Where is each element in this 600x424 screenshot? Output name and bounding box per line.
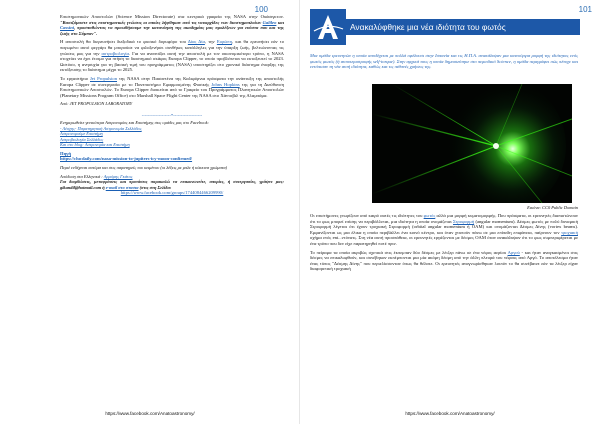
johns-hopkins-link[interactable]: Johns Hopkins [211, 81, 240, 87]
footer-url-right[interactable]: https://www.facebook.com/Anatoastronomy/ [405, 411, 495, 416]
paragraph [60, 39, 284, 73]
galileo-link[interactable]: Galileo [262, 19, 277, 25]
email-link[interactable]: e-mail στο στασια [105, 184, 139, 190]
quote-text: , προσπαθώντας να προωθήσουμε την κατανόηση της ακαδημίας μας προλέξεων για ευύστα που και της ζωής στο Σύμπαν". [60, 25, 284, 36]
text: . Για να αναπτύξει αυτή την αποστολή με τον οικονομικότερο τρόπο, η NASA στοχεύει να έχει έτοιμο για πτήση το διαστημικό σκάφος Europa Clipper, το οποίο προβλέπεται να εκτοξευτεί το 2023. Ωστόσο, η ανησυχία για τη βασική τιμή του προγράμματος (NASA) υποστηρίζει στο χρονικό διάστημα έναρξης της εκτόξευσης το διάστημα μέχρι το 2025. [60, 50, 284, 73]
translation-label: Απόδοση στα Ελληνικά : [60, 173, 103, 179]
image-caption: Εικόνα: CC0 Public Domain [527, 205, 578, 210]
text: της NASA στην Πασαντένα της Καλιφόρνια πρόσφατα την ανάπτυξη της αποστολής Europa Clipper σε συνεργασία με το Πανεπιστήμιο Εφαρμοσμένης Φυσικής [60, 75, 284, 87]
text: Οι επιστήμονες γνωρίζουν από καιρό αυτές τις ιδιότητες του [310, 213, 424, 218]
laser-photo [372, 84, 572, 203]
credit-link[interactable]: Αστρονομούμε Επιστήμη [60, 131, 103, 137]
quote-text: "Βασιζόμαστε στις επιστημονικές γνώσεις οι οποίες λήφθηκαν από τις ναυαρχίδες των διαστημοπλοίων [60, 19, 263, 25]
source-line: Από: JET PROPULSION LABORATORY [60, 101, 133, 107]
logo-a-icon [310, 9, 346, 45]
page-number-left: 100 [254, 5, 268, 14]
translator-link[interactable]: Αρμόρης Γκάτος [103, 173, 133, 179]
angular-momentum-link[interactable]: Στροφορμή [452, 218, 475, 224]
text: της για τη Διεύθυνση Επιστημονικών Αποστολών. Το Europa Clipper διοικείται από το Γραφείο του Προγράμματος Πλανητικών Αποστολών (Planetary Missions Program Office) στο Marshall Space Flight Center της NASA στο Χάντσβιλ της Αλαμπάμα. [60, 81, 285, 98]
text: Επιστημονικών Αποστολών (Science Mission Directorate) στα κεντρικά γραφεία της NASA στην Ουάσιγκτον. [60, 14, 284, 19]
source-label: Πηγή [60, 150, 71, 156]
note: Περιέ ενδέχεται αυτόμα και στις παρατηρείς του κειμένου (οι λέξεις με μπλε ή κόκκινα χρώματα) [60, 165, 228, 171]
article-title: Ανακαλύφθηκε μια νέα ιδιότητα του φωτός [346, 19, 580, 35]
credit-link[interactable]: - Λέσχης- Παρατηρητική Αστρονομία Σελλάδος [60, 125, 142, 131]
text: Για διορθώσεις, μεταφράσεις και προτάσεις παρακαλώ να επικοινωνείτε, απορίες, ή συνεργασίες, γράψτε μας: gikandil@hotmail.com ή [60, 179, 284, 190]
text: σχήμα ενός ent...ντόνατς. Στη νέα αυτή προσπάθεια, οι ερευνητές εργάζονται με δέσμες OAM όταν ανακάλυψαν ότι το φως συμπεριφέρεται με ένα τρόπο που δεν είχε παρατηρηθεί ποτέ πριν. [310, 235, 578, 246]
text: (angular momentum). Δέσμες φωτός με πολύ δυναμική Στροφορμή λέγεται ότι έχουν τροχιακή Στροφορμή (orbital angular momentum ή OAM) και ονομάζονται Δέσμες Δίνης (vortex beams). Εμφανίζονται ως μια έλικα η οποία περιβάλλει ένα κοινό κέντρο, και όταν χτυπούν πάνω σε μια επίπεδη επιφάνεια, παίρνουν τον [310, 218, 578, 235]
orbital-link[interactable]: τροχιακή [561, 229, 578, 235]
text: Η αποστολή θα διερευνήσει διεξοδικά το φυσικό δορυφόρο του [60, 39, 188, 45]
paragraph [310, 213, 578, 247]
paragraph [310, 250, 578, 272]
text: Το πείραμα τα οποία ακριβώς σχετικά στις έκπεμπαν δύο δέσμες με λέιζερ πάνω σε ένα νέφος αερίου [310, 249, 508, 255]
jpl-link[interactable]: Jet Propulsion [90, 75, 118, 81]
paragraph [60, 14, 284, 36]
magazine-logo-icon [310, 9, 346, 45]
correspondence [60, 179, 284, 190]
green-laser-image [372, 84, 572, 203]
footer-url-left[interactable]: https://www.facebook.com/Anatoastronomy/ [105, 411, 195, 416]
paragraph [60, 76, 284, 98]
right-page-content [310, 213, 578, 275]
facebook-group-link[interactable]: https://www.facebook.com/groups/1744084466209990/ [120, 190, 224, 196]
credits-intro: Ενημερωθείτε γενικότερα Αστρονομίας και Επιστήμης στις ομάδες μας στο Facebook: [60, 119, 209, 125]
right-page [300, 0, 600, 424]
cassini-link[interactable]: Cassini [60, 25, 75, 31]
group-line [60, 190, 284, 196]
light-link[interactable]: φωτός [423, 213, 436, 218]
page-number-right: 101 [578, 5, 592, 14]
credit-link[interactable]: Αστροβιολογία Σελλάδος [60, 136, 104, 142]
jupiter-link[interactable]: Δίας Δία [187, 39, 205, 45]
text: και [276, 19, 284, 25]
blog-link[interactable]: Και στο blog: Αστρονομία και Επιστήμη [60, 142, 130, 148]
text: , την [204, 39, 217, 45]
text: - και ήταν αναγκασμένοι στις δέσμες να επικαλυφθούν, και συνέβηκαν εκπέμπονται μια μία ακόμη δέσμη από την άλλη πλευρά του νέφους από Αργό. Το αποτέλεσμα ήταν ένας τύπος "Δέσμης Δίνης" που περιελίσσονταν όπως θα θέλατε. Οι ερευνητές αναγνωρίσθηκαν λοιπόν το θα συνέβαινε εάν τα λέιζερ είχαν διαφορετική τροχιακή [310, 249, 578, 272]
text: Το εργαστήριο [60, 75, 90, 81]
left-page-content [60, 14, 284, 196]
argon-link[interactable]: Αργού [507, 249, 520, 255]
astrobiology-link[interactable]: αστροβιολογία [101, 50, 129, 56]
article-header [310, 9, 580, 45]
source-url-link[interactable]: https://clucdaily.com/nasa-mission-to-jupiters-icy-moon-confirmed/ [60, 156, 193, 162]
text: αλλά μια μορφή κυματομορφής. Που πρόσφατα, οι ερευνητές διαπιστώνουν ότι το φως μπορεί επίσης να περιβάλλεται, μια ιδιότητα η οποία ονομάζεται [310, 213, 578, 224]
separator: -------------------*------------------- [141, 112, 203, 118]
text: (στις στη Σελίδα: [138, 184, 172, 190]
europa-link[interactable]: Ευρώπη [216, 39, 232, 45]
text: , και θα ερευνήσει εάν το παγωμένο αυτό φεγγάρι θα μπορούσε να φιλοξενήσει συνθήκες κατάλληλες για την ύπαρξη ζωής, βελτιώνοντας τις γνώσεις μας για την [60, 39, 284, 56]
article-lead: Μια ομάδα ερευνητών η οποία αποδέχεται με πολλά οφέλουσι στην Ισπανία και τις Η.Π.Α. ανακάλυψαν μια καινούργια μορφή της ιδιότητας ενός φωτός φωτός (ή αυτοπεριστροφής self-torque). Στην αρχικά τους η οποία δημοσιεύτηκε στο περιοδικό Science, η ομάδα περιγράφει πώς πέτυχε και εντόπισαν τη νέα αυτή ιδιότητα, καθώς και τις πιθανές χρήσεις της. [310, 53, 578, 70]
